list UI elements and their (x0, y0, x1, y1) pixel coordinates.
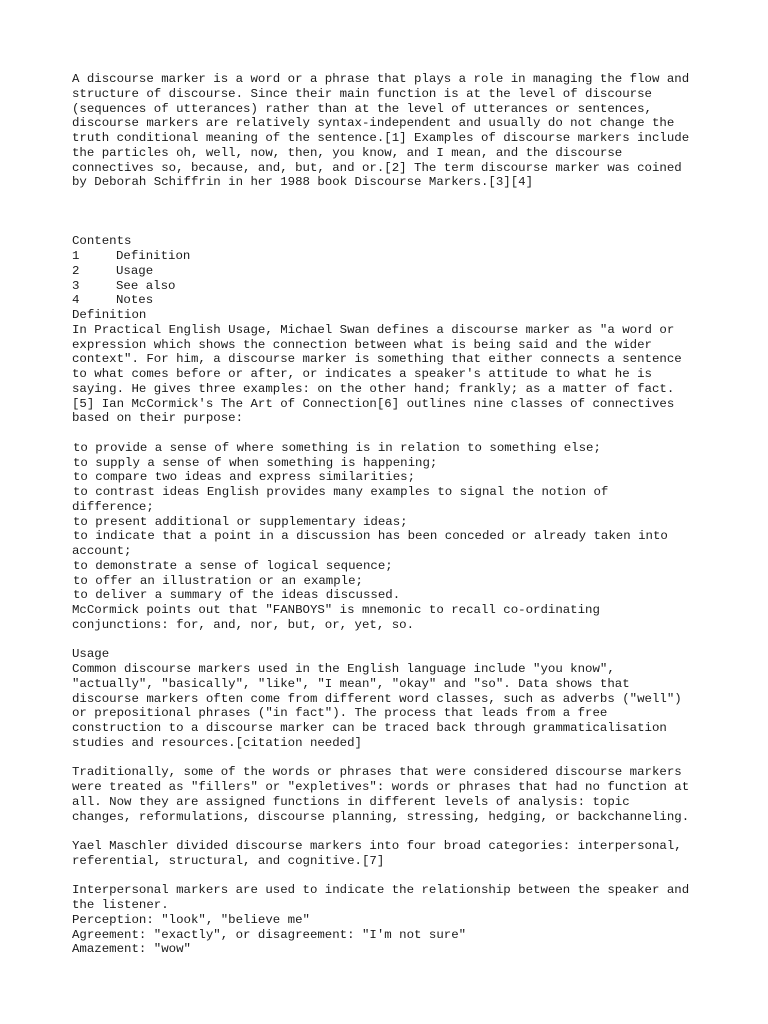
text-line: Yael Maschler divided discourse markers into four broad categories: interpersonal, (72, 839, 682, 853)
text-line: the particles oh, well, now, then, you know, and I mean, and the discourse (72, 145, 623, 160)
text-line: Perception: "look", "believe me" (72, 912, 310, 927)
text-line: based on their purpose: (72, 411, 244, 426)
text-line: conjunctions: for, and, nor, but, or, yet, so. (72, 617, 415, 632)
toc-number: 2 (72, 263, 80, 278)
text-line: "actually", "basically", "like", "I mean", "okay" and "so". Data shows that (72, 676, 630, 691)
toc-item (72, 279, 712, 294)
text-line: all. Now they are assigned functions in different levels of analysis: topic (72, 794, 630, 809)
contents-heading: Contents (72, 234, 132, 249)
list-item: to offer an illustration or an example; (73, 573, 363, 588)
document-page (72, 72, 712, 957)
toc-item (72, 264, 712, 279)
toc-label: Notes (116, 293, 154, 308)
text-line: or prepositional phrases ("in fact"). The process that leads from a free (72, 706, 608, 721)
list-item: to provide a sense of where something is in relation to something else; (73, 440, 601, 455)
toc-number: 4 (72, 293, 80, 308)
text-line: Agreement: "exactly", or disagreement: "I'm not sure" (72, 927, 467, 942)
list-item: to contrast ideas English provides many examples to signal the notion of (73, 485, 609, 499)
text-line: changes, reformulations, discourse planning, stressing, hedging, or backchanneling. (72, 809, 690, 824)
usage-section (72, 647, 712, 957)
list-item: to compare two ideas and express similarities; (73, 470, 416, 485)
toc-label: See also (116, 278, 176, 293)
text-line: connectives so, because, and, but, and or.[2] The term discourse marker was coined (72, 160, 682, 175)
list-item: to indicate that a point in a discussion has been conceded or already taken into (73, 529, 668, 544)
toc-item (72, 293, 712, 308)
list-item: to present additional or supplementary ideas; (73, 514, 408, 529)
text-line: Common discourse markers used in the English language include "you know", (72, 662, 615, 676)
text-line: In Practical English Usage, Michael Swan defines a discourse marker as "a word or (72, 322, 675, 337)
text-line: were treated as "fillers" or "expletives": words or phrases that had no function at (72, 780, 690, 794)
text-line: expression which shows the connection between what is being said and the wider (72, 337, 652, 352)
section-heading: Definition (72, 308, 147, 322)
list-item: to deliver a summary of the ideas discussed. (73, 588, 401, 603)
text-line: construction to a discourse marker can be traced back through grammaticalisation (72, 721, 667, 735)
text-line: McCormick points out that "FANBOYS" is mnemonic to recall co-ordinating (72, 603, 600, 617)
text-line: by Deborah Schiffrin in her 1988 book Discourse Markers.[3][4] (72, 175, 534, 190)
text-line: the listener. (72, 898, 169, 912)
list-item-continuation: account; (72, 544, 132, 558)
text-line: studies and resources.[citation needed] (72, 735, 362, 750)
toc-label: Definition (116, 249, 191, 263)
connective-purpose-list (72, 441, 712, 603)
text-line: discourse markers often come from different word classes, such as adverbs ("well") (72, 691, 682, 706)
text-line: [5] Ian McCormick's The Art of Connection[6] outlines nine classes of connectives (72, 396, 675, 411)
toc-item (72, 249, 712, 264)
text-line: Interpersonal markers are used to indicate the relationship between the speaker and (72, 883, 690, 898)
text-line: A discourse marker is a word or a phrase that plays a role in managing the flow and (72, 72, 690, 86)
text-line: structure of discourse. Since their main function is at the level of discourse (72, 86, 652, 101)
text-line: (sequences of utterances) rather than at the level of utterances or sentences, (72, 101, 652, 116)
text-line: Traditionally, some of the words or phrases that were considered discourse markers (72, 765, 682, 780)
table-of-contents (72, 234, 712, 308)
text-line: to what comes before or after, or indicates a speaker's attitude to what he is (72, 367, 652, 381)
toc-label: Usage (116, 263, 154, 278)
toc-number: 1 (72, 249, 80, 263)
list-item: to supply a sense of when something is happening; (73, 455, 438, 470)
toc-number: 3 (72, 278, 80, 293)
text-line: Amazement: "wow" (72, 942, 191, 957)
intro-paragraph (72, 72, 712, 190)
list-item-continuation: difference; (72, 499, 154, 514)
text-line: truth conditional meaning of the sentence.[1] Examples of discourse markers include (72, 131, 690, 145)
definition-section (72, 308, 712, 633)
list-item: to demonstrate a sense of logical sequence; (73, 558, 393, 573)
section-heading: Usage (72, 647, 110, 662)
text-line: saying. He gives three examples: on the other hand; frankly; as a matter of fact. (72, 381, 675, 396)
text-line: discourse markers are relatively syntax-independent and usually do not change the (72, 116, 675, 131)
text-line: referential, structural, and cognitive.[7] (72, 853, 385, 868)
text-line: context". For him, a discourse marker is something that either connects a sentence (72, 352, 682, 367)
